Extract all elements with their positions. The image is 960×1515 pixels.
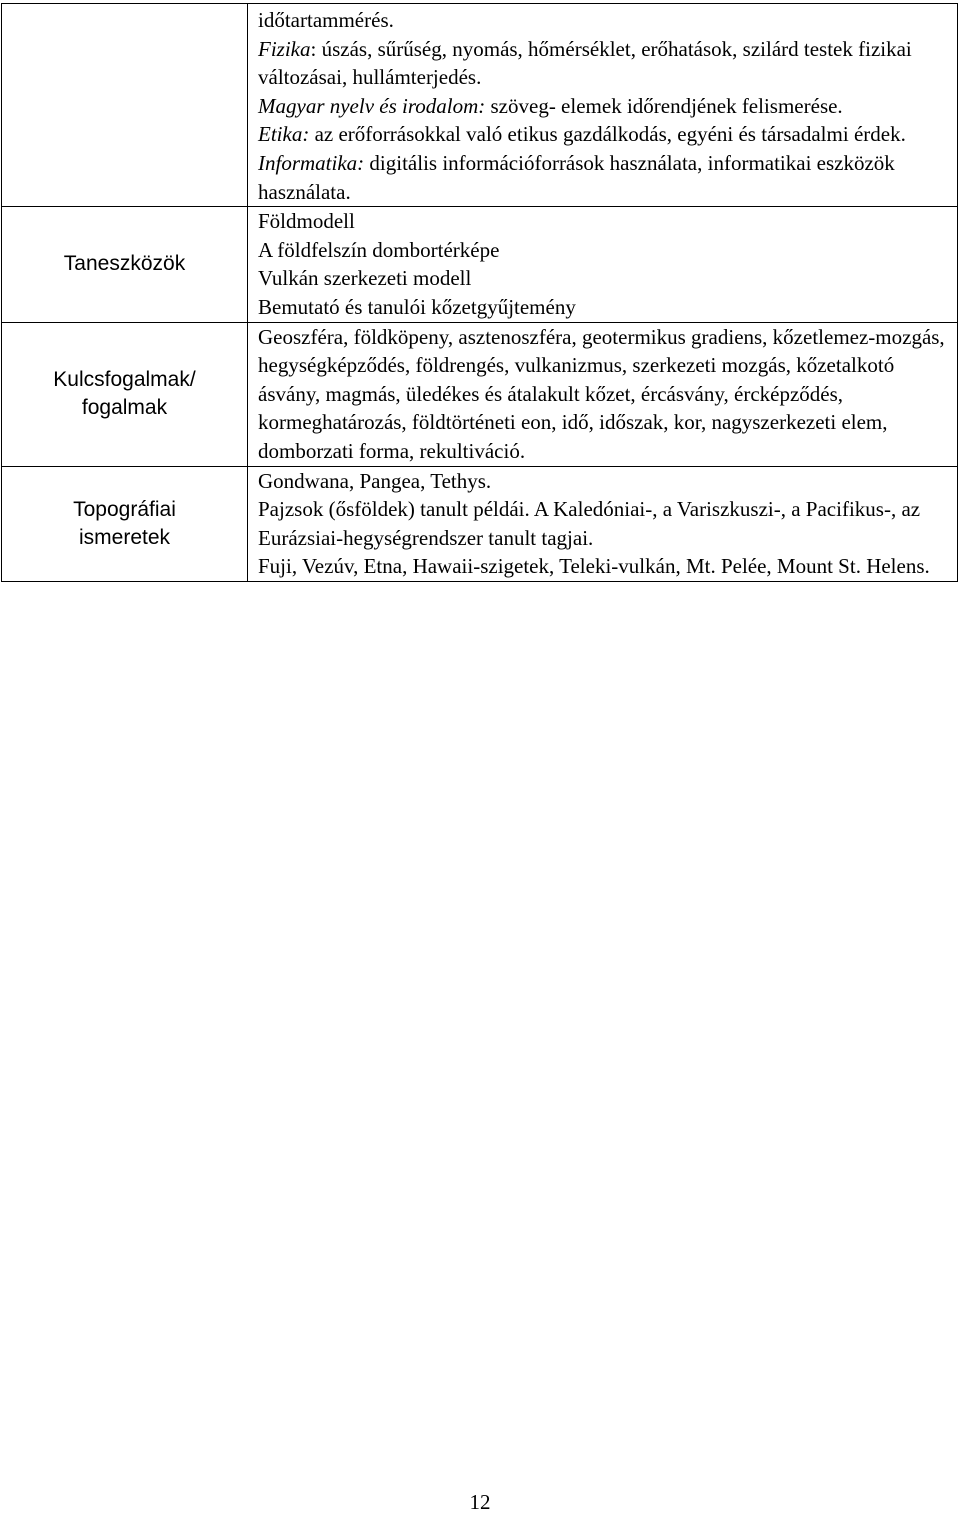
topography-cell xyxy=(248,466,958,581)
list-item: Földmodell xyxy=(258,209,355,234)
subject-link-magyar xyxy=(258,92,957,121)
table-row-topografiai xyxy=(2,466,958,581)
table-row-kulcsfogalmak xyxy=(2,322,958,466)
list-item: Bemutató és tanulói kőzetgyűjtemény xyxy=(258,294,576,319)
row-label-text: fogalmak xyxy=(81,396,168,420)
table-row-continuation xyxy=(2,4,958,207)
subject-label: Etika: xyxy=(258,122,310,147)
list-item: Pajzsok (ősföldek) tanult példái. A Kaledóniai-, a Variszkuszi-, a Pacifikus-, az Eurázsiai-hegységrendszer tanult tagjai. xyxy=(258,497,921,550)
subject-text: az erőforrásokkal való etikus gazdálkodás, egyéni és társadalmi érdek. xyxy=(309,122,906,147)
row-label-empty xyxy=(2,4,248,207)
row-label-kulcsfogalmak xyxy=(2,322,248,466)
list-item: Fuji, Vezúv, Etna, Hawaii-szigetek, Teleki-vulkán, Mt. Pelée, Mount St. Helens. xyxy=(258,554,930,579)
subject-link-informatika xyxy=(258,149,957,206)
subject-text: szöveg- elemek időrendjének felismerése. xyxy=(485,93,843,118)
teaching-tools-cell xyxy=(248,207,958,322)
table-row-taneszkozok xyxy=(2,207,958,322)
subject-label: Magyar nyelv és irodalom: xyxy=(258,93,486,118)
subject-link-etika xyxy=(258,120,957,149)
row-label-text: Kulcsfogalmak/ xyxy=(53,368,196,392)
row-label-text: Topográfiai xyxy=(73,497,176,521)
subject-text: digitális információforrások használata, informatikai eszközök használata. xyxy=(258,150,895,204)
continuation-line: időtartammérés. xyxy=(258,8,394,32)
page-number: 12 xyxy=(469,1490,491,1514)
subject-text: : úszás, sűrűség, nyomás, hőmérséklet, erőhatások, szilárd testek fizikai változásai, hullámterjedés. xyxy=(258,36,912,90)
row-label-taneszkozok xyxy=(2,207,248,322)
list-item: Vulkán szerkezeti modell xyxy=(258,266,472,291)
subject-link-fizika xyxy=(258,35,957,92)
key-concepts-cell xyxy=(248,322,958,466)
curriculum-table xyxy=(1,3,958,582)
row-label-text: Taneszközök xyxy=(63,252,186,276)
list-item: Gondwana, Pangea, Tethys. xyxy=(258,468,492,493)
cross-curricular-cell xyxy=(248,4,958,207)
list-item: A földfelszín dombortérképe xyxy=(258,237,500,262)
subject-label: Fizika xyxy=(258,36,311,61)
key-concepts-text: Geoszféra, földköpeny, asztenoszféra, geotermikus gradiens, kőzetlemez-mozgás, hegységképződés, földrengés, vulkanizmus, szerkezeti mozgás, kőzetalkotó ásvány, magmás, üledékes és átalakult kőzet, ércásvány, ércképződés, kormeghatározás, földtörténeti eon, idő, időszak, kor, nagyszerkezeti elem, domborzati forma, rekultiváció. xyxy=(258,324,945,463)
row-label-text: ismeretek xyxy=(78,525,171,549)
subject-label: Informatika: xyxy=(258,150,365,175)
row-label-topografiai xyxy=(2,466,248,581)
